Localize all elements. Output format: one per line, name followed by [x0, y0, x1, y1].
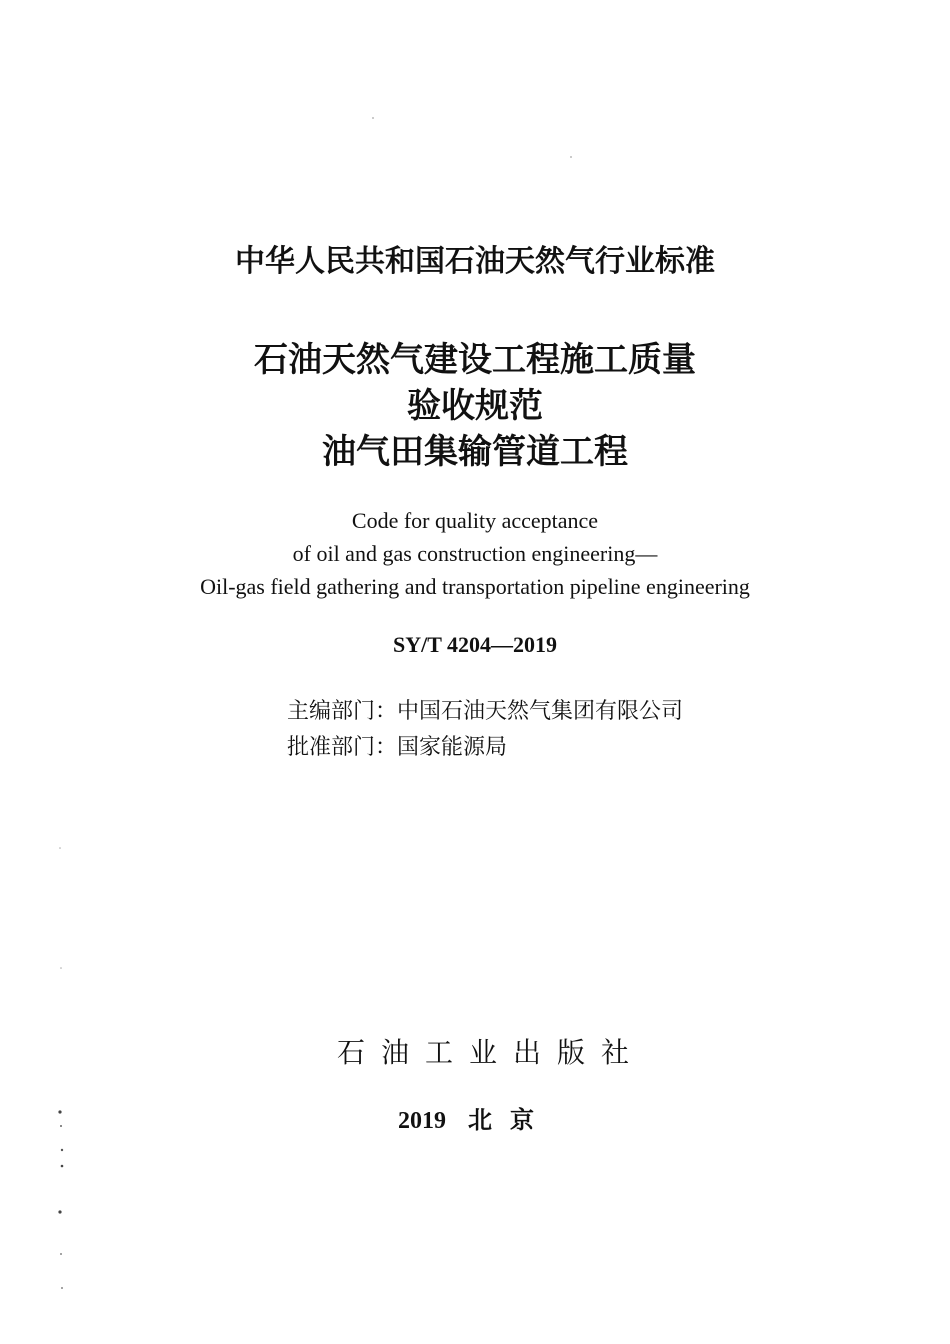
imprint-year: 2019: [398, 1108, 446, 1134]
title-en-line-3: Oil-gas field gathering and transportation pipeline engineering: [200, 574, 750, 599]
editor-department: 主编部门：中国石油天然气集团有限公司: [287, 699, 684, 724]
standard-code: SY/T 4204—2019: [392, 632, 557, 657]
title-cn-line-2: 验收规范: [407, 386, 543, 426]
title-en-line-2: of oil and gas construction engineering—: [292, 541, 658, 566]
title-cn-line-1: 石油天然气建设工程施工质量: [254, 340, 696, 380]
title-cn-line-3: 油气田集输管道工程: [322, 432, 628, 472]
industry-standard-heading: 中华人民共和国石油天然气行业标准: [235, 244, 715, 279]
imprint-city: 北京: [468, 1106, 552, 1134]
approver-department: 批准部门：国家能源局: [287, 735, 508, 760]
title-en-line-1: Code for quality acceptance: [351, 508, 599, 533]
publisher-name: 石油工业出版社: [336, 1036, 645, 1069]
imprint: [0, 1100, 950, 1135]
